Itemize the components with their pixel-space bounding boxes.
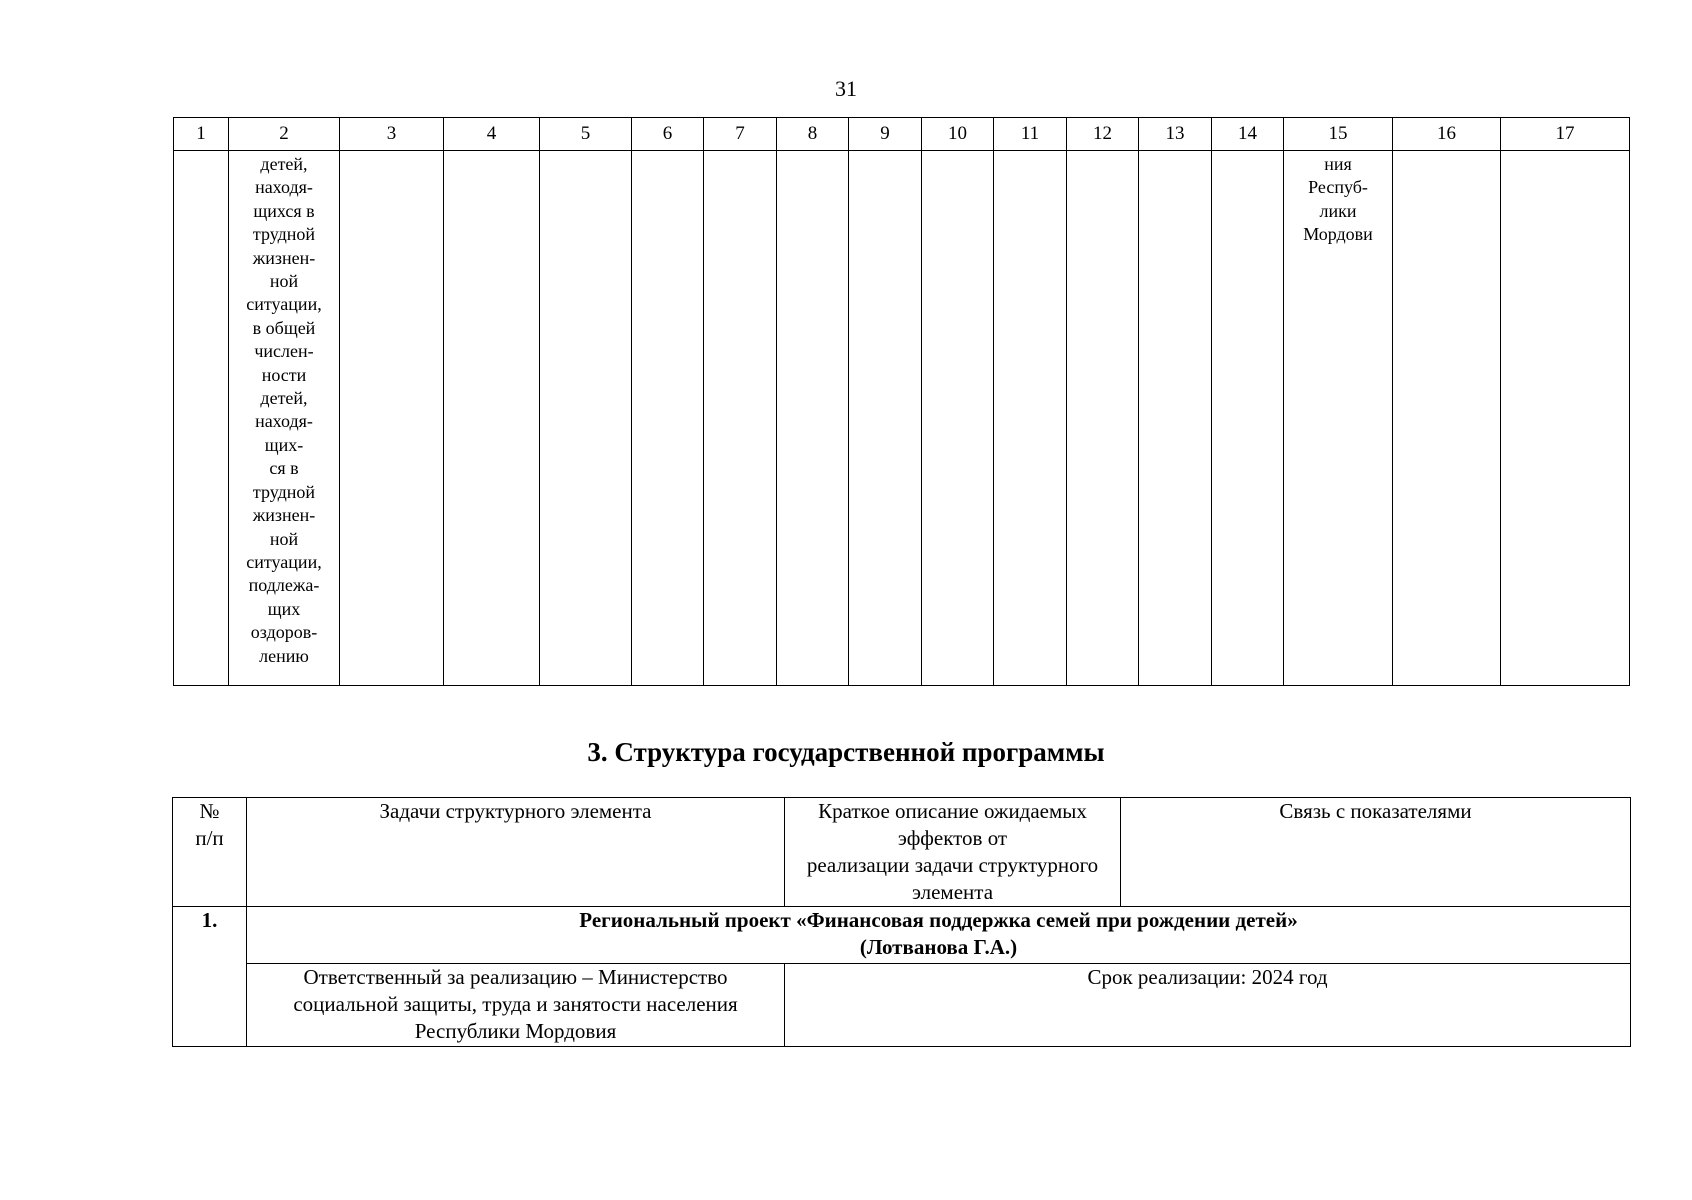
responsible-body: Ответственный за реализацию – Министерство социальной защиты, труда и занятости населения Республики Мордовия: [247, 964, 785, 1047]
regional-project-title: Региональный проект «Финансовая поддержка семей при рождении детей» (Лотванова Г.А.): [247, 907, 1631, 964]
text-line: ния: [1324, 154, 1352, 174]
text-line: ной: [269, 528, 299, 549]
text-line: лики: [1319, 200, 1357, 221]
text-line: ситуации,: [246, 294, 322, 315]
column-header: 5: [540, 118, 632, 151]
section-title: 3. Структура государственной программы: [587, 737, 1105, 767]
implementation-term: Срок реализации: 2024 год: [785, 964, 1631, 1047]
project-details-row: [173, 964, 1631, 1047]
column-header: 10: [922, 118, 994, 151]
column-header: 16: [1393, 118, 1501, 151]
number-header: № п/п: [173, 798, 247, 907]
table-cell: [1393, 151, 1501, 686]
table-cell: [1212, 151, 1284, 686]
text-line: ности: [261, 364, 307, 385]
text-line: ситуации,: [246, 551, 322, 572]
table-row: [174, 151, 1630, 686]
indicator-name-cell: [229, 151, 340, 686]
column-header: 2: [229, 118, 340, 151]
column-header: 13: [1139, 118, 1212, 151]
text-line: числен-: [254, 341, 314, 362]
text-line: лению: [259, 645, 309, 666]
column-header: 3: [340, 118, 444, 151]
text-line: трудной: [252, 481, 316, 502]
table-cell: [174, 151, 229, 686]
text-line: щих-: [264, 434, 304, 455]
column-header: 9: [849, 118, 922, 151]
text-line: жизнен-: [252, 247, 316, 268]
text-line: находя-: [255, 177, 313, 198]
text-line: ся в: [269, 458, 299, 479]
responsible-text: [1284, 151, 1392, 247]
text-line: оздоров-: [250, 622, 318, 643]
column-header: 11: [994, 118, 1067, 151]
effects-header: Краткое описание ожидаемых эффектов от реализации задачи структурного элемента: [785, 798, 1121, 907]
project-row: [173, 907, 1631, 964]
table-cell: [632, 151, 704, 686]
text-line: щихся в: [253, 200, 315, 221]
table-cell: [1501, 151, 1630, 686]
text-line: Мордови: [1303, 224, 1373, 245]
table-cell: [1139, 151, 1212, 686]
indicators-table-continuation: [173, 117, 1630, 686]
text-line: в общей: [252, 317, 316, 338]
table-cell: [340, 151, 444, 686]
column-header: 17: [1501, 118, 1630, 151]
text-line: детей,: [260, 154, 308, 174]
table-cell: [540, 151, 632, 686]
table-cell: [994, 151, 1067, 686]
column-header: 15: [1284, 118, 1393, 151]
table-cell: [704, 151, 777, 686]
responsible-cell: [1284, 151, 1393, 686]
column-header: 1: [174, 118, 229, 151]
column-header: 8: [777, 118, 849, 151]
program-structure-table: [172, 797, 1631, 1047]
table-cell: [444, 151, 540, 686]
table-cell: [777, 151, 849, 686]
row-number: 1.: [173, 907, 247, 1047]
text-line: ной: [269, 271, 299, 292]
text-line: жизнен-: [252, 505, 316, 526]
table-cell: [1067, 151, 1139, 686]
column-number-row: [174, 118, 1630, 151]
page-number: 31: [835, 76, 857, 101]
column-header: 6: [632, 118, 704, 151]
structure-header-row: [173, 798, 1631, 907]
column-header: 7: [704, 118, 777, 151]
text-line: Респуб-: [1308, 177, 1368, 198]
table-cell: [922, 151, 994, 686]
text-line: подлежа-: [248, 575, 320, 596]
link-header: Связь с показателями: [1121, 798, 1631, 907]
tasks-header: Задачи структурного элемента: [247, 798, 785, 907]
text-line: трудной: [252, 224, 316, 245]
column-header: 14: [1212, 118, 1284, 151]
text-line: детей,: [260, 388, 308, 409]
text-line: щих: [267, 598, 301, 619]
table-cell: [849, 151, 922, 686]
column-header: 12: [1067, 118, 1139, 151]
indicator-name-text: [229, 151, 339, 668]
column-header: 4: [444, 118, 540, 151]
text-line: находя-: [255, 411, 313, 432]
